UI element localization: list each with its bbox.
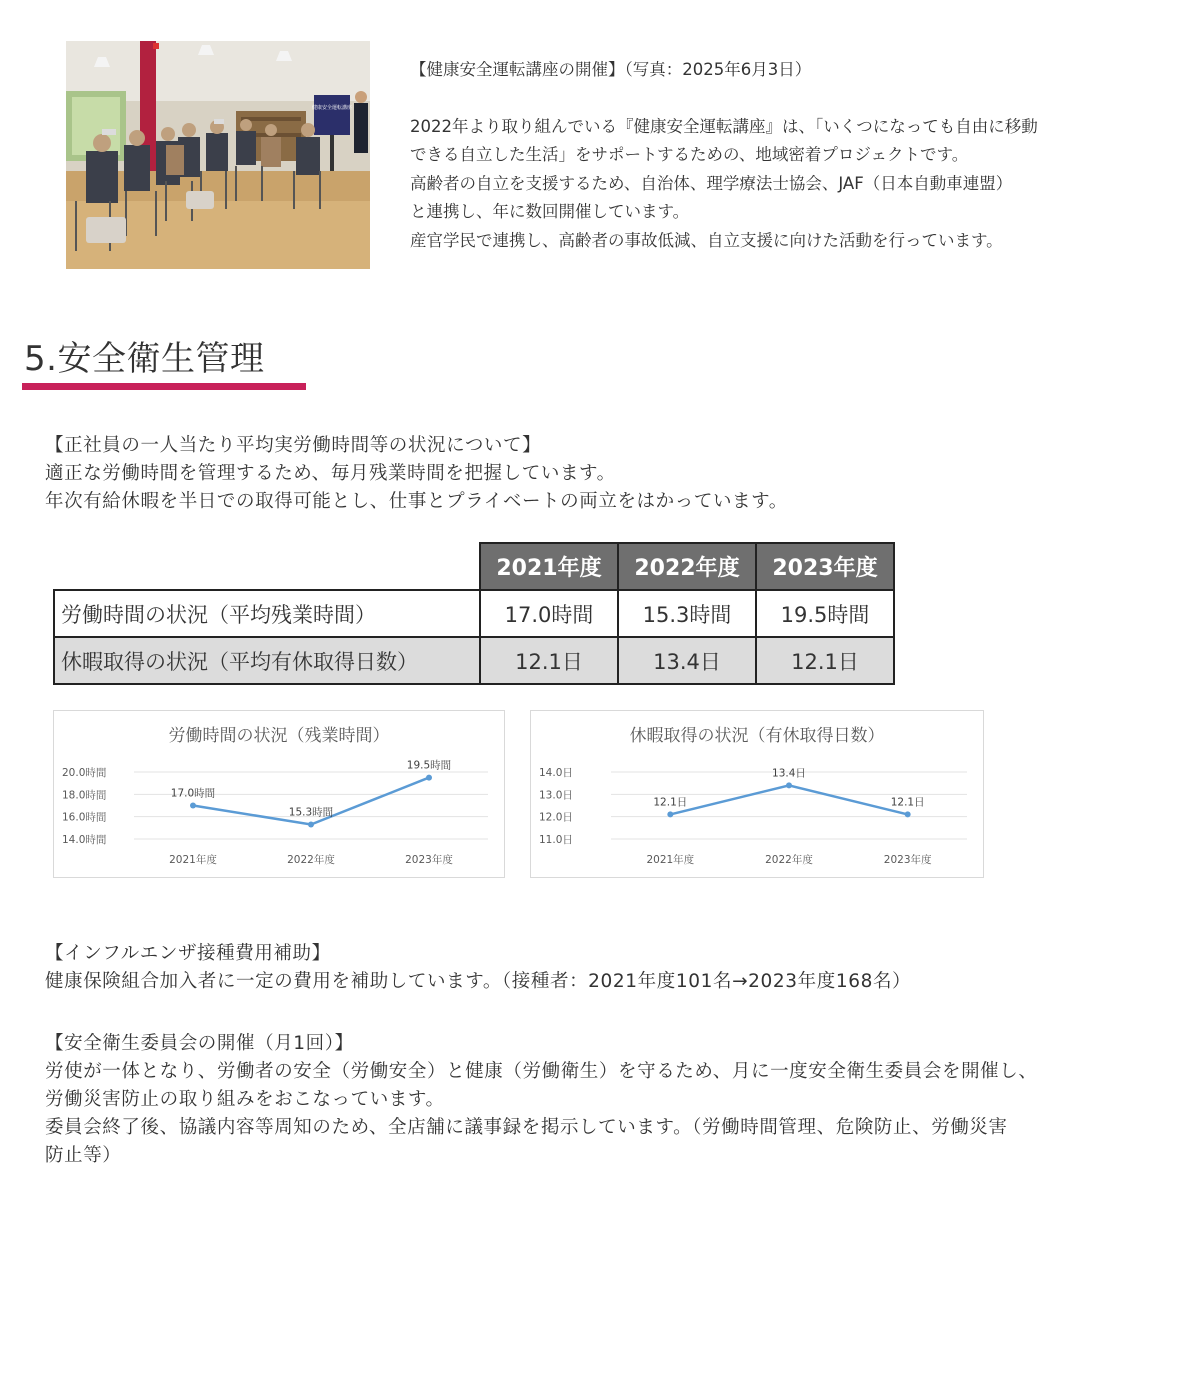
data-label: 19.5時間 bbox=[406, 759, 452, 772]
data-label: 15.3時間 bbox=[288, 806, 334, 819]
table-cell: 12.1日 bbox=[480, 637, 618, 684]
data-label: 17.0時間 bbox=[170, 787, 216, 800]
committee-section bbox=[45, 1030, 1165, 1170]
overtime-chart bbox=[53, 710, 505, 878]
paid-leave-chart bbox=[530, 710, 984, 878]
y-tick-label: 14.0時間 bbox=[62, 834, 107, 846]
y-tick-label: 11.0日 bbox=[539, 834, 573, 846]
committee-text-line: 労使が一体となり、労働者の安全（労働安全）と健康（労働衛生）を守るため、月に一度安全衛生委員会を開催し、 bbox=[45, 1061, 1038, 1082]
committee-text-line: 防止等） bbox=[45, 1145, 122, 1166]
y-tick-label: 14.0日 bbox=[539, 767, 573, 779]
data-point bbox=[667, 811, 673, 817]
seminar-text-line: 産官学民で連携し、高齢者の事故低減、自立支援に向けた活動を行っています。 bbox=[410, 230, 1003, 250]
flu-text: 健康保険組合加入者に一定の費用を補助しています。（接種者：2021年度101名→2023年度168名） bbox=[45, 971, 912, 992]
section-underline bbox=[22, 383, 306, 390]
stats-table bbox=[53, 542, 895, 685]
table-cell: 19.5時間 bbox=[756, 590, 894, 637]
table-row bbox=[54, 637, 894, 684]
seminar-description bbox=[410, 56, 1150, 255]
data-label: 13.4日 bbox=[772, 767, 806, 780]
x-tick-label: 2023年度 bbox=[883, 854, 932, 866]
working-hours-section bbox=[45, 432, 788, 516]
x-tick-label: 2022年度 bbox=[287, 854, 335, 866]
x-tick-label: 2023年度 bbox=[405, 854, 453, 866]
seminar-text-line: 2022年より取り組んでいる『健康安全運転講座』は、「いくつになっても自由に移動 bbox=[410, 116, 1038, 136]
data-point bbox=[190, 803, 196, 809]
working-hours-text-line: 適正な労働時間を管理するため、毎月残業時間を把握しています。 bbox=[45, 463, 616, 484]
table-header-cell: 2022年度 bbox=[618, 543, 756, 590]
data-point bbox=[905, 811, 911, 817]
table-row bbox=[54, 590, 894, 637]
data-point bbox=[426, 775, 432, 781]
data-point bbox=[308, 821, 314, 827]
data-label: 12.1日 bbox=[653, 796, 688, 809]
committee-text-line: 委員会終了後、協議内容等周知のため、全店舗に議事録を掲示しています。（労働時間管理、危険防止、労働災害 bbox=[45, 1117, 1008, 1138]
screen-title: 健康安全運転講座 bbox=[311, 105, 353, 111]
seminar-photo bbox=[66, 41, 370, 269]
seminar-text-line: 高齢者の自立を支援するため、自治体、理学療法士協会、JAF（日本自動車連盟） bbox=[410, 173, 1013, 193]
data-label: 12.1日 bbox=[890, 796, 925, 809]
flu-section bbox=[45, 940, 911, 996]
flu-heading: 【インフルエンザ接種費用補助】 bbox=[45, 943, 331, 964]
chart-title: 労働時間の状況（残業時間） bbox=[168, 726, 390, 746]
table-cell: 12.1日 bbox=[756, 637, 894, 684]
x-tick-label: 2022年度 bbox=[765, 854, 813, 866]
table-cell: 15.3時間 bbox=[618, 590, 756, 637]
table-header-cell: 2021年度 bbox=[480, 543, 618, 590]
chart-title: 休暇取得の状況（有休取得日数） bbox=[629, 726, 885, 746]
y-tick-label: 12.0日 bbox=[539, 811, 573, 824]
x-tick-label: 2021年度 bbox=[646, 854, 695, 866]
seminar-text-line: と連携し、年に数回開催しています。 bbox=[410, 202, 690, 221]
table-cell: 13.4日 bbox=[618, 637, 756, 684]
committee-heading: 【安全衛生委員会の開催（月1回）】 bbox=[45, 1033, 354, 1054]
table-header-row bbox=[54, 543, 894, 590]
committee-text-line: 労働災害防止の取り組みをおこなっています。 bbox=[45, 1089, 445, 1110]
seminar-heading: 【健康安全運転講座の開催】（写真：2025年6月3日） bbox=[410, 60, 812, 79]
table-corner-cell bbox=[54, 543, 480, 590]
paid-leave-chart-svg bbox=[531, 711, 983, 877]
data-point bbox=[786, 782, 792, 788]
y-tick-label: 18.0時間 bbox=[62, 789, 107, 802]
working-hours-text-line: 年次有給休暇を半日での取得可能とし、仕事とプライベートの両立をはかっています。 bbox=[45, 491, 788, 512]
table-row-label: 休暇取得の状況（平均有休取得日数） bbox=[54, 637, 480, 684]
series-line bbox=[670, 785, 907, 814]
seminar-text-line: できる自立した生活」をサポートするための、地域密着プロジェクトです。 bbox=[410, 145, 969, 164]
y-tick-label: 16.0時間 bbox=[62, 811, 107, 824]
y-tick-label: 13.0日 bbox=[539, 789, 573, 802]
table-row-label: 労働時間の状況（平均残業時間） bbox=[54, 590, 480, 637]
x-tick-label: 2021年度 bbox=[169, 854, 217, 866]
overtime-chart-svg bbox=[54, 711, 504, 877]
working-hours-heading: 【正社員の一人当たり平均実労働時間等の状況について】 bbox=[45, 435, 542, 456]
y-tick-label: 20.0時間 bbox=[62, 767, 107, 779]
table-header-cell: 2023年度 bbox=[756, 543, 894, 590]
section-title: 5.安全衛生管理 bbox=[24, 339, 265, 379]
table-cell: 17.0時間 bbox=[480, 590, 618, 637]
